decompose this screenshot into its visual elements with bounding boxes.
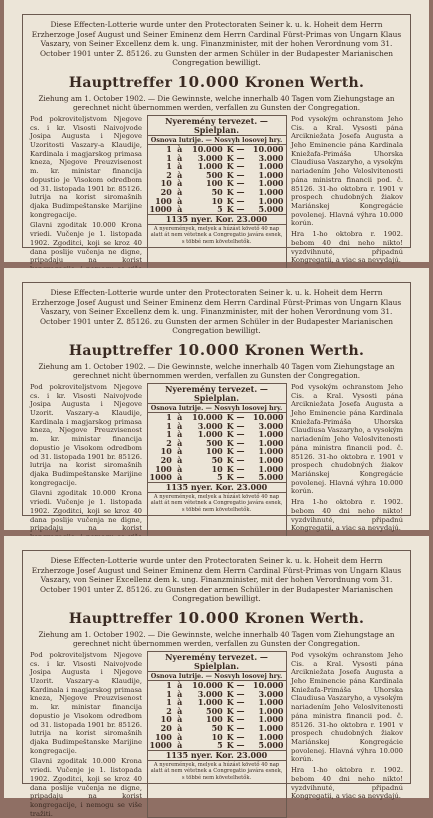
prize-subtotal: 1.000	[258, 429, 284, 440]
prize-plan	[147, 651, 287, 818]
prize-subtotal: 1.000	[258, 463, 284, 474]
prize-at: à	[177, 463, 183, 474]
ticket-frame	[22, 550, 411, 818]
prize-at: à	[177, 472, 183, 483]
plan-title: Nyeremény tervezet. — Spielplan.	[148, 652, 286, 672]
plan-subtitle: Osnova lutrije. — Nosvyh losovej hry.	[148, 404, 286, 413]
prize-currency: K —	[226, 204, 245, 215]
prize-currency: K —	[226, 714, 245, 725]
prize-row	[148, 741, 286, 750]
headline-suffix: Kronen Werth.	[244, 610, 365, 627]
prize-note: A nyeremények, melyek a húzást követő 40 nap alatt át nem vétetnek a Congregatio javára esnek, s többé nem követelhetők.	[150, 761, 283, 781]
prize-at: à	[177, 688, 183, 699]
prize-value: 50	[211, 186, 223, 197]
prize-count: 10	[160, 714, 172, 725]
croatian-paragraph-2: Glavni zgoditak 10.000 Krona vriedi. Vučenje je 1. listopada 1902. Zgoditci, koji se kroz 40 dana poslije vučenja ne digne, pripadaju na korist kongregacije, i nemogu se više tražiti.	[30, 757, 142, 818]
intro-text: Diese Effecten-Lotterie wurde unter den Protectoraten Seiner k. u. k. Hoheit dem Herrn Erzherzoge Josef August und Seiner Eminenz dem Herrn Cardinal Fürst-Primas von Ungarn Klaus Vaszary, von Seiner Excellenz dem k. ung. Finanzminister, mit der hohen Verordnung vom 31. October 1901 unter Z. 85126. zu Gunsten der armen Schüler in der Budapester Marianischen Congregation bewilligt.	[31, 20, 402, 68]
ticket-frame	[22, 282, 411, 533]
prize-currency: K —	[226, 429, 245, 440]
prize-at: à	[177, 740, 183, 751]
prize-subtotal: 1.000	[258, 437, 284, 448]
prize-rows	[148, 681, 286, 750]
headline-suffix: Kronen Werth.	[244, 342, 365, 359]
prize-at: à	[177, 161, 183, 172]
prize-count: 10	[160, 178, 172, 189]
prize-value: 3.000	[197, 152, 223, 163]
prize-subtotal: 1.000	[258, 722, 284, 733]
prize-subtotal: 1.000	[258, 697, 284, 708]
prize-count: 1	[166, 143, 172, 154]
prize-currency: K —	[226, 411, 245, 422]
headline	[30, 341, 403, 359]
prize-at: à	[177, 411, 183, 422]
headline	[30, 609, 403, 627]
headline-suffix: Kronen Werth.	[244, 74, 365, 91]
prize-value: 3.000	[197, 420, 223, 431]
prize-subtotal: 1.000	[258, 454, 284, 465]
prize-count: 20	[160, 186, 172, 197]
ticket-columns	[30, 115, 403, 282]
prize-value: 1.000	[197, 429, 223, 440]
headline	[30, 73, 403, 91]
slovak-text	[291, 115, 403, 282]
prize-plan	[147, 115, 287, 282]
prize-subtotal: 1.000	[258, 178, 284, 189]
slovak-paragraph-2: Hra 1-ho oktobra r. 1902. bebom 40 dni neho nikto! vyzdvihnuté, připadnú Kongregatii, a viac sa nevydajú.	[291, 766, 403, 801]
lottery-ticket-2	[4, 268, 429, 533]
headline-amount: 10.000	[177, 608, 240, 627]
prize-at: à	[177, 697, 183, 708]
prize-count: 20	[160, 722, 172, 733]
prize-currency: K —	[226, 152, 245, 163]
prize-value: 50	[211, 722, 223, 733]
prize-subtotal: 5.000	[258, 472, 284, 483]
prize-currency: K —	[226, 186, 245, 197]
prize-subtotal: 10.000	[252, 411, 284, 422]
prize-subtotal: 3.000	[258, 152, 284, 163]
plan-subtitle: Osnova lutrije. — Nosvyh losovej hry.	[148, 136, 286, 145]
prize-row	[148, 205, 286, 214]
prize-count: 2	[166, 705, 172, 716]
prize-count: 1000	[149, 472, 172, 483]
prize-table	[148, 681, 286, 750]
prize-currency: K —	[226, 446, 245, 457]
slovak-text	[291, 383, 403, 550]
prize-value: 100	[206, 178, 223, 189]
croatian-paragraph-1: Pod pokroviteljstvom Njegove cs. i kr. Visosti Naivojvode Josipa Augusta i Njegove Uzorit. Vaszary-a Klaudije, Kardinala i magjarskog primasa kneza, Njegove Preuzvisenost m. kr. ministar financija dopustio je Visokom odredbom od 31. listopada 1901 br. 85126. lutrija na korist siromašnih djaka Budimpeštanske Marijine kongregacije.	[30, 382, 142, 487]
prize-value: 500	[206, 437, 223, 448]
prize-subtotal: 1.000	[258, 186, 284, 197]
prize-currency: K —	[226, 731, 245, 742]
prize-plan	[147, 383, 287, 550]
croatian-text	[30, 383, 142, 550]
prize-count: 100	[155, 731, 172, 742]
prize-note: A nyeremények, melyek a húzást követő 40 nap alatt át nem vétetnek a Congregatio javára esnek, s többé nem követelhetők.	[150, 225, 283, 245]
prize-count: 1	[166, 152, 172, 163]
prize-at: à	[177, 178, 183, 189]
lottery-ticket-1	[4, 0, 429, 265]
prize-at: à	[177, 731, 183, 742]
prize-currency: K —	[226, 195, 245, 206]
prize-subtotal: 1.000	[258, 161, 284, 172]
prize-subtotal: 1.000	[258, 731, 284, 742]
plan-subtitle: Osnova lutrije. — Nosvyh losovej hry.	[148, 672, 286, 681]
headline-amount: 10.000	[177, 340, 240, 359]
prize-at: à	[177, 714, 183, 725]
prize-row	[148, 473, 286, 482]
prize-currency: K —	[226, 740, 245, 751]
prize-at: à	[177, 420, 183, 431]
prize-count: 1	[166, 688, 172, 699]
prize-subtotal: 5.000	[258, 204, 284, 215]
prize-subtotal: 10.000	[252, 679, 284, 690]
prize-at: à	[177, 186, 183, 197]
prize-value: 500	[206, 169, 223, 180]
prize-value: 1.000	[197, 161, 223, 172]
prize-table	[148, 413, 286, 482]
prize-rows	[148, 413, 286, 482]
prize-currency: K —	[226, 463, 245, 474]
prize-total: 1135 nyer. Kor. 23.000	[148, 482, 286, 493]
prize-value: 500	[206, 705, 223, 716]
prize-count: 1	[166, 679, 172, 690]
ticket-columns	[30, 383, 403, 550]
headline-prefix: Haupttreffer	[68, 74, 173, 91]
prize-subtotal: 3.000	[258, 420, 284, 431]
slovak-paragraph-1: Pod vysokým ochranstom Jeho Cis. a Kral. Vysosti pána Arcikniežata Josefa Augusta a Jeho Eminencie pána Kardinala Kniežafa-Primáša Uhorska Claudiusa Vaszaryho, a vysokým nariadením Jeho Veloslvitenosti pána ministra financii pod. č. 85126. 31-ho oktobra r. 1901 v prospech chudobných žiakov Mariánskej Kongregácie povolenej. Hlavná výhra 10.000 korún.	[291, 650, 403, 764]
prize-table	[148, 145, 286, 214]
plan-title: Nyeremény tervezet. — Spielplan.	[148, 384, 286, 404]
prize-value: 10	[211, 195, 223, 206]
prize-value: 100	[206, 446, 223, 457]
prize-rows	[148, 145, 286, 214]
prize-count: 1	[166, 161, 172, 172]
prize-count: 1	[166, 429, 172, 440]
slovak-paragraph-1: Pod vysokým ochranstom Jeho Cis. a Kral. Vysosti pána Arcikniežata Josefa Augusta a Jeho Eminencie pána Kardinala Kniežafa-Primáša Uhorska Claudiusa Vaszaryho, a vysokým nariadením Jeho Veloslvitenosti pána ministra financii pod. č. 85126. 31-ho oktobra r. 1901 v prospech chudobných žiakov Mariánskej Kongregácie povolenej. Hlavná výhra 10.000 korún.	[291, 382, 403, 496]
prize-currency: K —	[226, 169, 245, 180]
prize-count: 1000	[149, 204, 172, 215]
headline-amount: 10.000	[177, 72, 240, 91]
prize-count: 1	[166, 420, 172, 431]
prize-subtotal: 1.000	[258, 195, 284, 206]
prize-at: à	[177, 429, 183, 440]
prize-currency: K —	[226, 688, 245, 699]
prize-value: 10.000	[192, 143, 223, 154]
prize-currency: K —	[226, 722, 245, 733]
prize-count: 100	[155, 463, 172, 474]
headline-prefix: Haupttreffer	[68, 610, 173, 627]
croatian-paragraph-1: Pod pokroviteljstvom Njegove cs. i kr. Visosti Naivojvode Josipa Augusta i Njegove Uzorit. Vaszary-a Klaudije, Kardinala i magjarskog primasa kneza, Njegove Preuzvisenost m. kr. ministar financija dopustio je Visokom odredbom od 31. listopada 1901 br. 85126. lutrija na korist siromašnih djaka Budimpeštanske Marijine kongregacije.	[30, 650, 142, 755]
prize-note: A nyeremények, melyek a húzást követő 40 nap alatt át nem vétetnek a Congregatio javára esnek, s többé nem követelhetők.	[150, 493, 283, 513]
prize-total: 1135 nyer. Kor. 23.000	[148, 214, 286, 225]
prize-currency: K —	[226, 472, 245, 483]
prize-count: 2	[166, 437, 172, 448]
intro-text: Diese Effecten-Lotterie wurde unter den Protectoraten Seiner k. u. k. Hoheit dem Herrn Erzherzoge Josef August und Seiner Eminenz dem Herrn Cardinal Fürst-Primas von Ungarn Klaus Vaszary, von Seiner Excellenz dem k. ung. Finanzminister, mit der hohen Verordnung vom 31. October 1901 unter Z. 85126. zu Gunsten der armen Schüler in der Budapester Marianischen Congregation bewilligt.	[31, 556, 402, 604]
prize-currency: K —	[226, 178, 245, 189]
prize-subtotal: 1.000	[258, 714, 284, 725]
croatian-paragraph-2: Glavni zgoditak 10.000 Krona vriedi. Vučenje je 1. listopada 1902. Zgoditci, koji se kroz 40 dana poslije vučenja ne digne, pripadaju na korist	[30, 221, 142, 265]
prize-value: 5	[217, 204, 223, 215]
prize-total: 1135 nyer. Kor. 23.000	[148, 750, 286, 761]
prize-count: 2	[166, 169, 172, 180]
prize-at: à	[177, 169, 183, 180]
slovak-text	[291, 651, 403, 818]
prize-at: à	[177, 679, 183, 690]
croatian-text	[30, 651, 142, 818]
prize-currency: K —	[226, 705, 245, 716]
slovak-paragraph-2: Hra 1-ho oktobra r. 1902. bebom 40 dni neho nikto! vyzdvihnuté, připadnú Kongregatii, a viac sa nevydajú.	[291, 498, 403, 533]
prize-value: 3.000	[197, 688, 223, 699]
prize-at: à	[177, 195, 183, 206]
croatian-paragraph-1: Pod pokroviteljstvom Njegove cs. i kr. Visosti Naivojvode Josipa Augusta i Njegove Uzoritosti Vaszary-a Klaudije, Kardinala i magjarskog primasa kneza, Njegove Preuzvisenost m. kr. ministar financija dopustio je Visokom odredbom od 31. listopada 1901 br. 85126. lutrija na korist siromašnih djaka Budimpeštanske Marijine kongregacije.	[30, 114, 142, 219]
prize-value: 10.000	[192, 679, 223, 690]
slovak-paragraph-1: Pod vysokým ochranstom Jeho Cis. a Kral. Vysosti pána Arcikniežata Josefa Augusta a Jeho Eminencie pána Kardinala Kniežafa-Primáša Uhorska Claudiusa Vaszaryho, a vysokým nariadením Jeho Veloslvitenosti pána ministra financii pod. č. 85126. 31-ho oktobra r. 1901 v prospech chudobných žiakov Mariánskej Kongregácie povolenej. Hlavná výhra 10.000 korún.	[291, 114, 403, 228]
prize-subtotal: 3.000	[258, 688, 284, 699]
prize-count: 1000	[149, 740, 172, 751]
prize-value: 5	[217, 472, 223, 483]
ticket-frame	[22, 14, 411, 265]
prize-value: 10	[211, 731, 223, 742]
prize-at: à	[177, 454, 183, 465]
prize-value: 10	[211, 463, 223, 474]
prize-currency: K —	[226, 437, 245, 448]
draw-text: Ziehung am 1. October 1902. — Die Gewinnste, welche innerhalb 40 Tagen vom Ziehungstage an gerechnet nicht übernommen werden, verfallen zu Gunsten der Congregation.	[38, 93, 395, 112]
prize-value: 10.000	[192, 411, 223, 422]
prize-value: 50	[211, 454, 223, 465]
plan-title: Nyeremény tervezet. — Spielplan.	[148, 116, 286, 136]
croatian-text	[30, 115, 142, 282]
ticket-columns	[30, 651, 403, 818]
intro-text: Diese Effecten-Lotterie wurde unter den Protectoraten Seiner k. u. k. Hoheit dem Herrn Erzherzoge Josef August und Seiner Eminenz dem Herrn Cardinal Fürst-Primas von Ungarn Klaus Vaszary, von Seiner Excellenz dem k. ung. Finanzminister, mit der hohen Verordnung vom 31. October 1901 unter Z. 85126. zu Gunsten der armen Schüler in der Budapester Marianischen Congregation bewilligt.	[31, 288, 402, 336]
prize-subtotal: 10.000	[252, 143, 284, 154]
prize-currency: K —	[226, 161, 245, 172]
prize-at: à	[177, 152, 183, 163]
prize-count: 1	[166, 697, 172, 708]
prize-value: 1.000	[197, 697, 223, 708]
prize-currency: K —	[226, 679, 245, 690]
prize-subtotal: 1.000	[258, 169, 284, 180]
prize-count: 1	[166, 411, 172, 422]
lottery-ticket-3	[4, 536, 429, 818]
slovak-paragraph-2: Hra 1-ho oktobra r. 1902. bebom 40 dni neho nikto! vyzdvihnuté, připadnú Kongregatii, a viac sa nevydajú.	[291, 230, 403, 265]
prize-count: 10	[160, 446, 172, 457]
prize-at: à	[177, 437, 183, 448]
prize-at: à	[177, 705, 183, 716]
prize-currency: K —	[226, 697, 245, 708]
prize-subtotal: 1.000	[258, 446, 284, 457]
headline-prefix: Haupttreffer	[68, 342, 173, 359]
croatian-paragraph-2: Glavni zgoditak 10.000 Krona vriedi. Vučenje je 1. listopada 1902. Zgoditci, koji se kroz 40 dana poslije vučenja ne digne, pripadaju na korist	[30, 489, 142, 533]
prize-at: à	[177, 722, 183, 733]
prize-value: 100	[206, 714, 223, 725]
draw-text: Ziehung am 1. October 1902. — Die Gewinnste, welche innerhalb 40 Tagen vom Ziehungstage an gerechnet nicht übernommen werden, verfallen zu Gunsten der Congregation.	[38, 361, 395, 380]
prize-count: 20	[160, 454, 172, 465]
prize-subtotal: 1.000	[258, 705, 284, 716]
prize-currency: K —	[226, 143, 245, 154]
prize-currency: K —	[226, 454, 245, 465]
prize-at: à	[177, 204, 183, 215]
draw-text: Ziehung am 1. October 1902. — Die Gewinnste, welche innerhalb 40 Tagen vom Ziehungstage an gerechnet nicht übernommen werden, verfallen zu Gunsten der Congregation.	[38, 629, 395, 648]
prize-at: à	[177, 143, 183, 154]
prize-subtotal: 5.000	[258, 740, 284, 751]
prize-currency: K —	[226, 420, 245, 431]
prize-value: 5	[217, 740, 223, 751]
prize-count: 100	[155, 195, 172, 206]
prize-at: à	[177, 446, 183, 457]
